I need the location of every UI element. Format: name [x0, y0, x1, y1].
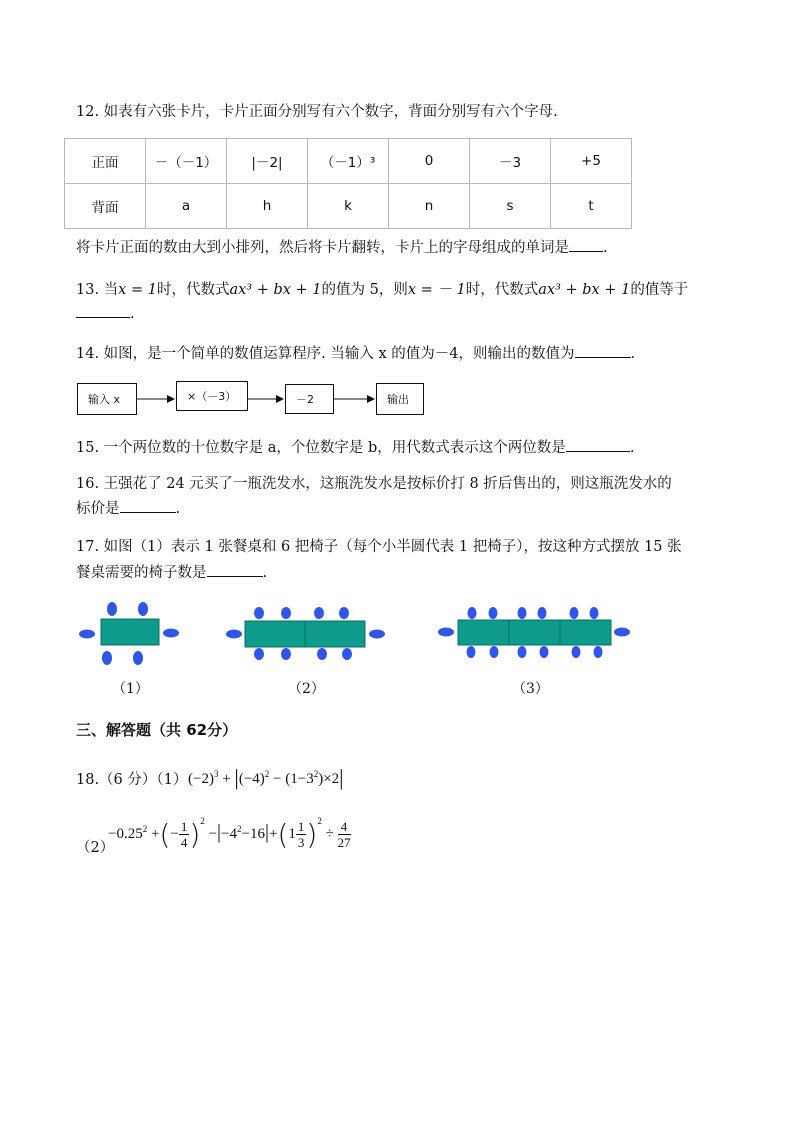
q13-text: 的值为 5，则 [321, 282, 408, 298]
chair-icon [590, 607, 599, 619]
table-arrangement-figure [0, 595, 794, 675]
q13-expr: ax³ + bx + 1 [538, 282, 631, 298]
period: . [629, 440, 635, 456]
chair-icon [614, 628, 630, 637]
chair-icon [572, 646, 581, 658]
figure-caption-2: （2） [288, 681, 325, 697]
chair-icon [133, 651, 143, 665]
q13-text: 时，代数式 [156, 282, 230, 298]
front-cell: －（－1） [146, 139, 227, 184]
front-cell: （－1）³ [308, 139, 389, 184]
period: . [130, 306, 135, 322]
flow-input-box: 输入 x [77, 383, 137, 415]
math-expression-1: $(-2)^3 + |(-4)^2 - (1-3^2)\times 2|$ [188, 765, 344, 790]
figure-caption-1: （1） [112, 681, 149, 697]
q12-followup-text: 将卡片正面的数由大到小排列，然后将卡片翻转，卡片上的字母组成的单词是 [76, 240, 569, 256]
dining-table [245, 621, 305, 647]
q15-text: 15. 一个两位数的十位数字是 a，个位数字是 b，用代数式表示这个两位数是 [76, 440, 566, 456]
chair-icon [538, 607, 547, 619]
chair-icon [540, 646, 549, 658]
chair-icon [518, 646, 527, 658]
chair-icon [438, 628, 454, 637]
section-title: 三、解答题（共 62分） [76, 721, 238, 739]
q12-prompt: 12. 如表有六张卡片，卡片正面分别写有六个数字，背面分别写有六个字母. [76, 104, 558, 120]
q17-line1: 17. 如图（1）表示 1 张餐桌和 6 把椅子（每个小半圆代表 1 把椅子），按这种方式摆放 15 张 [76, 539, 682, 555]
front-cell: +5 [551, 139, 632, 184]
chair-icon [314, 607, 324, 619]
dining-table [509, 620, 560, 645]
chair-icon [339, 607, 349, 619]
back-cell: t [551, 184, 632, 229]
chair-icon [281, 648, 291, 660]
chair-icon [254, 607, 264, 619]
period: . [630, 346, 636, 362]
chair-icon [489, 607, 498, 619]
front-label: 正面 [65, 139, 146, 184]
chair-icon [467, 646, 476, 658]
chair-icon [369, 630, 385, 639]
q13-text: 时，代数式 [465, 282, 539, 298]
chair-icon [226, 630, 242, 639]
q18-part2 [76, 816, 351, 857]
chair-icon [254, 648, 264, 660]
q13-cond2: x = － 1 [407, 282, 466, 298]
dining-table [458, 620, 509, 645]
answer-blank[interactable] [566, 437, 630, 452]
chair-icon [342, 648, 352, 660]
q17-line2 [76, 561, 267, 582]
q16-line1: 16. 王强花了 24 元买了一瓶洗发水，这瓶洗发水是按标价打 8 折后售出的，则这瓶洗发水的 [76, 476, 672, 492]
dining-table [305, 621, 365, 647]
chair-icon [163, 629, 179, 638]
flow-output-box: 输出 [376, 383, 424, 415]
back-label: 背面 [65, 184, 146, 229]
back-cell: n [389, 184, 470, 229]
dining-table [560, 620, 611, 645]
period: . [603, 240, 608, 256]
q18-label2: （2） [76, 840, 115, 856]
dining-table [101, 619, 159, 645]
chair-icon [138, 602, 148, 616]
chair-icon [468, 607, 477, 619]
chair-icon [107, 602, 117, 616]
chair-icon [281, 607, 291, 619]
flow-multiply-box: ×（－3） [176, 381, 248, 411]
chair-icon [570, 607, 579, 619]
back-cell: h [227, 184, 308, 229]
chair-icon [490, 646, 499, 658]
front-cell: －3 [470, 139, 551, 184]
chair-icon [317, 648, 327, 660]
flow-minus-box: －2 [285, 384, 334, 414]
q18-part1 [76, 765, 344, 790]
q15-line [76, 436, 634, 457]
back-cell: s [470, 184, 551, 229]
answer-blank[interactable] [207, 562, 263, 577]
q13-text: 的值等于 [630, 282, 689, 298]
q16-text: 标价是 [76, 501, 120, 517]
q16-line2 [76, 497, 180, 518]
q13-text: 13. 当 [76, 282, 119, 298]
q18-label: 18.（6 分）（1） [76, 772, 188, 788]
q13-cond1: x = 1 [118, 282, 157, 298]
q17-text: 餐桌需要的椅子数是 [76, 565, 207, 581]
period: . [175, 501, 181, 517]
back-cell: k [308, 184, 389, 229]
q13-expr: ax³ + bx + 1 [229, 282, 322, 298]
front-cell: |－2| [227, 139, 308, 184]
chair-icon [102, 651, 112, 665]
chair-icon [594, 646, 603, 658]
chair-icon [79, 630, 95, 639]
chair-icon [518, 607, 527, 619]
back-cell: a [146, 184, 227, 229]
period: . [262, 565, 268, 581]
q14-text: 14. 如图，是一个简单的数值运算程序. 当输入 x 的值为－4，则输出的数值为 [76, 346, 575, 362]
answer-blank[interactable] [120, 498, 176, 513]
math-expression-2: $-0.25^2$ +(− $\frac{1}{4}$ )$^2 -|-4^2-16|+(1$ $\frac{1}{3}$ )$^2$ ÷ $\frac{4}{27}$ [108, 816, 351, 852]
front-cell: 0 [389, 139, 470, 184]
figure-caption-3: （3） [512, 681, 549, 697]
